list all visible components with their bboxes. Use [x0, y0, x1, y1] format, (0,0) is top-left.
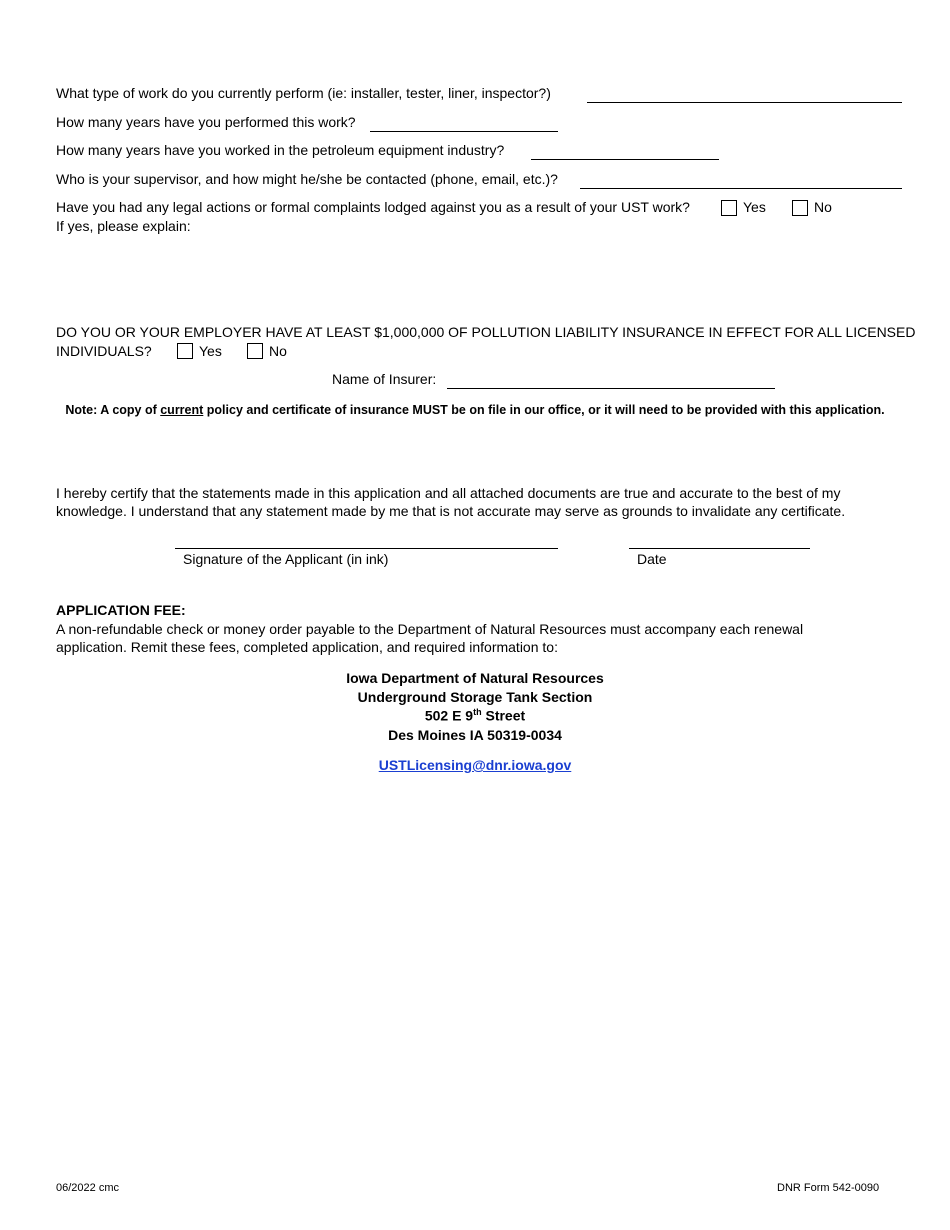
- legal-actions-explain-label: If yes, please explain:: [56, 218, 191, 234]
- legal-actions-no-checkbox[interactable]: [792, 200, 808, 216]
- date-field[interactable]: [629, 548, 810, 549]
- supervisor-field[interactable]: [580, 188, 902, 189]
- footer-form-number: DNR Form 542-0090: [777, 1182, 880, 1194]
- fee-line1: A non-refundable check or money order payable to the Department of Natural Resources must accompany each renewal: [56, 621, 804, 637]
- question-work-type: What type of work do you currently perform (ie: installer, tester, liner, inspector?): [56, 85, 551, 101]
- email-link[interactable]: USTLicensing@dnr.iowa.gov: [378, 757, 572, 773]
- address-org: Iowa Department of Natural Resources: [346, 670, 604, 686]
- signature-label: Signature of the Applicant (in ink): [183, 551, 389, 567]
- insurer-label: Name of Insurer:: [332, 371, 437, 387]
- address-city: Des Moines IA 50319-0034: [388, 727, 562, 743]
- fee-line2: application. Remit these fees, completed application, and required information to:: [56, 639, 558, 655]
- years-performed-field[interactable]: [370, 131, 558, 132]
- question-years-industry: How many years have you worked in the petroleum equipment industry?: [56, 142, 505, 158]
- signature-field[interactable]: [175, 548, 558, 549]
- legal-actions-yes-label: Yes: [743, 199, 766, 215]
- legal-actions-no-label: No: [814, 199, 832, 215]
- question-supervisor: Who is your supervisor, and how might he/she be contacted (phone, email, etc.)?: [56, 171, 558, 187]
- footer-date-code: 06/2022 cmc: [56, 1182, 119, 1194]
- fee-heading: APPLICATION FEE:: [56, 602, 186, 618]
- insurer-field[interactable]: [447, 388, 775, 389]
- date-label: Date: [637, 551, 667, 567]
- insurance-question-line2: INDIVIDUALS?: [56, 343, 152, 359]
- insurance-yes-checkbox[interactable]: [177, 343, 193, 359]
- insurance-question-line1: DO YOU OR YOUR EMPLOYER HAVE AT LEAST $1,000,000 OF POLLUTION LIABILITY INSURANCE IN EFFECT FOR ALL LICENSED: [56, 324, 916, 340]
- legal-actions-yes-checkbox[interactable]: [721, 200, 737, 216]
- insurance-yes-label: Yes: [199, 343, 222, 359]
- certification-line2: knowledge. I understand that any statement made by me that is not accurate may serve as grounds to invalidate any certificate.: [56, 503, 846, 519]
- question-legal-actions: Have you had any legal actions or formal complaints lodged against you as a result of your UST work?: [56, 199, 690, 215]
- address-street: 502 E 9th Street: [424, 707, 526, 724]
- address-section: Underground Storage Tank Section: [357, 689, 593, 705]
- question-years-performed: How many years have you performed this work?: [56, 114, 356, 130]
- work-type-field[interactable]: [587, 102, 902, 103]
- certification-line1: I hereby certify that the statements made in this application and all attached documents are true and accurate to the best of my: [56, 485, 841, 501]
- insurance-note: Note: A copy of current policy and certificate of insurance MUST be on file in our office, or it will need to be provided with this application.: [65, 403, 885, 417]
- years-industry-field[interactable]: [531, 159, 719, 160]
- insurance-no-label: No: [269, 343, 287, 359]
- insurance-no-checkbox[interactable]: [247, 343, 263, 359]
